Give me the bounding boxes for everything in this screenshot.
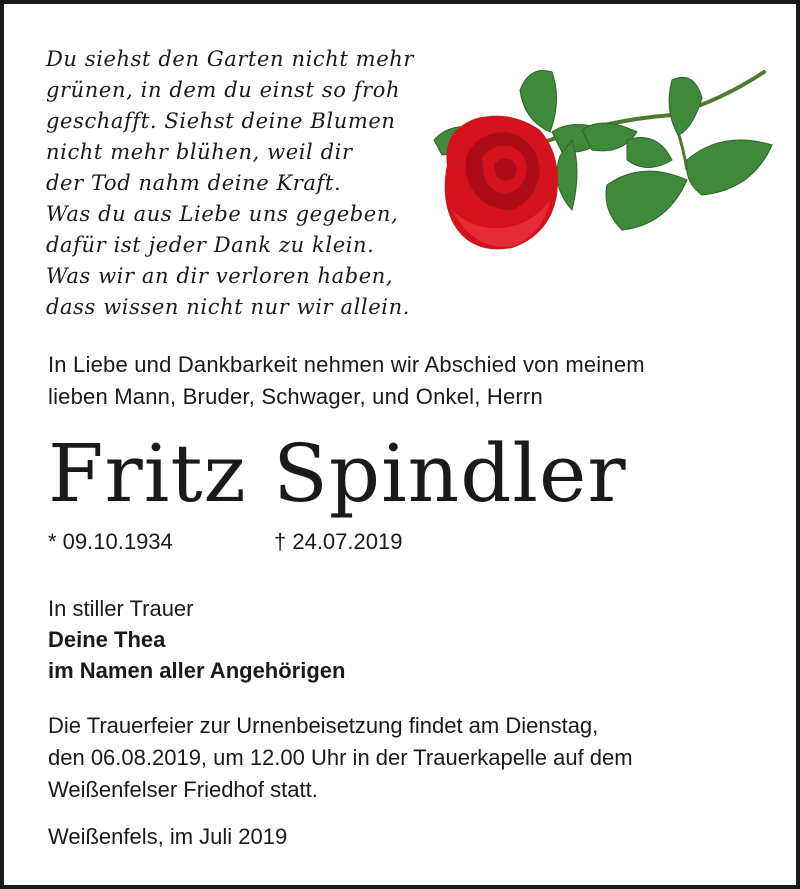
rose-leaf xyxy=(606,171,687,230)
ceremony-line: Weißenfelser Friedhof statt. xyxy=(48,777,318,802)
poem-line: geschafft. Siehst deine Blumen xyxy=(46,109,396,133)
intro-line: In Liebe und Dankbarkeit nehmen wir Abschied von meinem xyxy=(48,352,645,377)
memorial-poem xyxy=(46,44,414,323)
rose-leaf xyxy=(669,77,702,135)
poem-line: dafür ist jeder Dank zu klein. xyxy=(46,233,375,257)
rose-leaf xyxy=(687,140,772,195)
ceremony-info xyxy=(48,710,633,806)
poem-line: grünen, in dem du einst so froh xyxy=(46,78,401,102)
place-and-date: Weißenfels, im Juli 2019 xyxy=(48,824,288,849)
deceased-name: Fritz Spindler xyxy=(48,427,627,520)
poem-line: Was du aus Liebe uns gegeben, xyxy=(46,202,399,226)
ceremony-line: den 06.08.2019, um 12.00 Uhr in der Trauerkapelle auf dem xyxy=(48,745,633,770)
intro-line: lieben Mann, Bruder, Schwager, und Onkel, Herrn xyxy=(48,384,543,409)
rose-image xyxy=(432,60,782,260)
death-date: † 24.07.2019 xyxy=(274,529,403,554)
rose-leaf xyxy=(627,138,672,168)
mourner-secondary: im Namen aller Angehörigen xyxy=(48,658,346,683)
poem-line: nicht mehr blühen, weil dir xyxy=(46,140,353,164)
poem-line: der Tod nahm deine Kraft. xyxy=(46,171,342,195)
ceremony-line: Die Trauerfeier zur Urnenbeisetzung findet am Dienstag, xyxy=(48,713,599,738)
poem-line: Du siehst den Garten nicht mehr xyxy=(46,47,414,71)
poem-line: dass wissen nicht nur wir allein. xyxy=(46,295,410,319)
farewell-intro xyxy=(48,349,645,413)
mourners-signoff xyxy=(48,593,345,686)
rose-leaf xyxy=(557,140,577,210)
mourning-intro: In stiller Trauer xyxy=(48,596,194,621)
life-dates xyxy=(48,527,402,557)
mourner-primary: Deine Thea xyxy=(48,627,166,652)
poem-line: Was wir an dir verloren haben, xyxy=(46,264,394,288)
birth-date: * 09.10.1934 xyxy=(48,529,173,554)
